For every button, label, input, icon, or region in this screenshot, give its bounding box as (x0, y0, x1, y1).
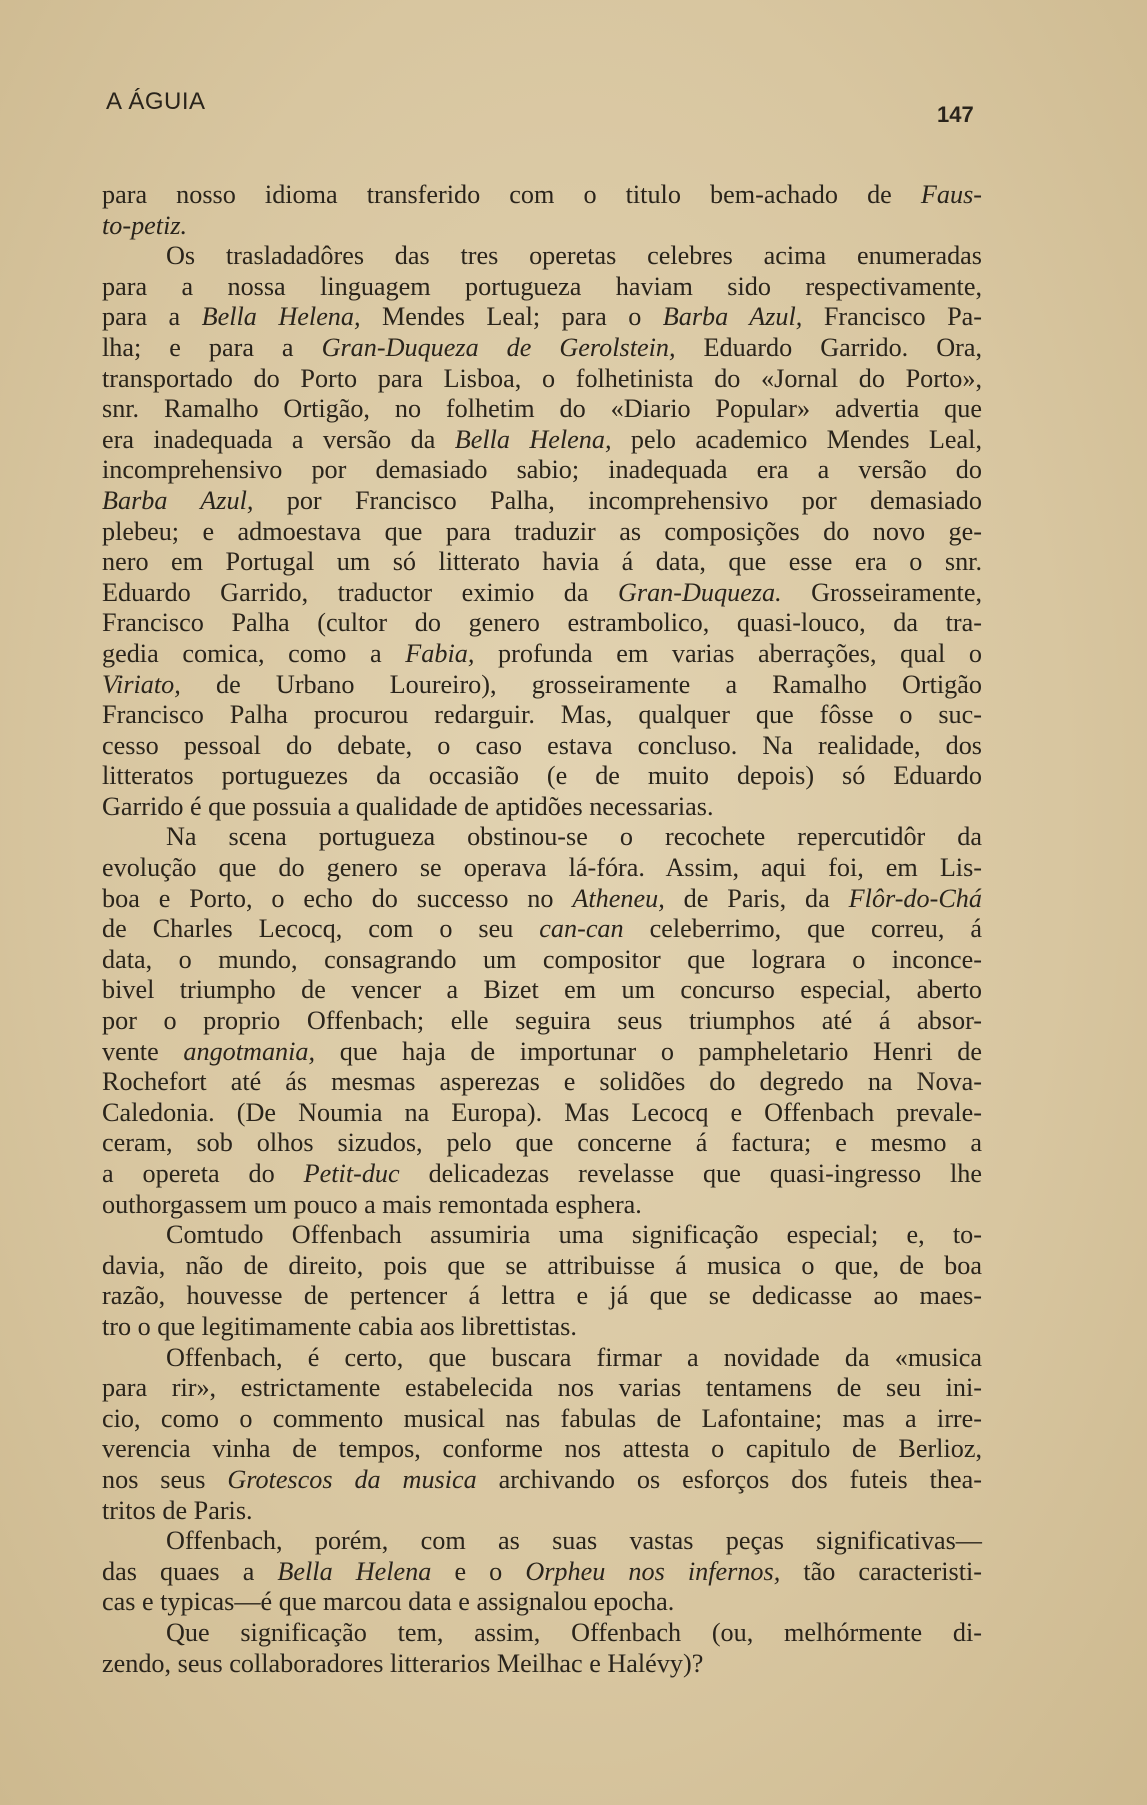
italic-title: Gran-Duqueza de Gerolstein, (321, 332, 676, 362)
text-line (102, 822, 982, 853)
italic-title: Atheneu, (572, 883, 665, 913)
text-run: Mendes Leal; para o (360, 302, 663, 332)
text-run: Offenbach, porém, com as suas vastas peças significativas— (166, 1526, 982, 1556)
paragraph (102, 1618, 982, 1679)
text-run: Francisco Palha procurou redarguir. Mas, qualquer que fôsse o suc- (102, 700, 982, 730)
italic-title: can-can (539, 914, 624, 944)
text-line (102, 364, 982, 395)
text-run: de Urbano Loureiro), grosseiramente a Ramalho Ortigão (180, 669, 982, 699)
text-line (102, 333, 982, 364)
text-line (102, 425, 982, 456)
text-line (102, 914, 982, 945)
text-run: nero em Portugal um só litterato havia á data, que esse era o snr. (102, 547, 982, 577)
text-line (102, 1496, 982, 1527)
text-run: evolução que do genero se operava lá-fóra. Assim, aqui foi, em Lis- (102, 853, 982, 883)
text-line (102, 1373, 982, 1404)
text-line (102, 1587, 982, 1618)
text-run: nos seus (102, 1464, 228, 1494)
italic-title: Barba Azul, (102, 485, 254, 515)
text-run: boa e Porto, o echo do successo no (102, 883, 573, 913)
text-run: a opereta do (102, 1159, 304, 1188)
text-line (102, 700, 982, 731)
italic-title: Bella Helena, (201, 302, 361, 332)
text-line (102, 1557, 982, 1588)
text-run: Na scena portugueza obstinou-se o recochete repercutidôr da (166, 822, 982, 852)
text-run: por Francisco Palha, incomprehensivo por demasiado (253, 485, 982, 515)
text-line (102, 670, 982, 701)
page-number: 147 (937, 102, 974, 127)
text-run: pelo academico Mendes Leal, (611, 424, 982, 454)
text-run: e o (431, 1556, 526, 1586)
italic-title: Viriato, (102, 669, 181, 699)
text-run: para a nossa linguagem portugueza haviam sido respectivamente, (102, 271, 982, 301)
text-line (102, 975, 982, 1006)
text-line (102, 1159, 982, 1190)
italic-title: Bella Helena, (454, 424, 612, 454)
text-run: gedia comica, como a (102, 638, 406, 668)
text-line (102, 180, 982, 211)
text-line (102, 1649, 982, 1680)
text-run: outhorgassem um pouco a mais remontada esphera. (102, 1189, 642, 1219)
text-line (102, 547, 982, 578)
text-line (102, 731, 982, 762)
text-run: verencia vinha de tempos, conforme nos attesta o capitulo de Berlioz, (102, 1434, 982, 1464)
text-line (102, 1098, 982, 1129)
text-run: davia, não de direito, pois que se attribuisse á musica o que, de boa (102, 1250, 982, 1280)
text-line (102, 853, 982, 884)
text-run: tro o que legitimamente cabia aos librettistas. (102, 1311, 577, 1341)
text-line (102, 1037, 982, 1068)
text-run: Garrido é que possuia a qualidade de aptidões necessarias. (102, 791, 714, 821)
running-head: A ÁGUIA (106, 88, 206, 115)
text-run: das quaes a (102, 1556, 278, 1586)
text-run: lha; e para a (102, 332, 322, 362)
text-line (102, 792, 982, 823)
text-run: Offenbach, é certo, que buscara firmar a novidade da «musica (166, 1342, 982, 1372)
text-run: era inadequada a versão da (102, 424, 455, 454)
text-run: para a (102, 302, 202, 332)
text-line (102, 1526, 982, 1557)
text-run: cas e typicas—é que marcou data e assignalou epocha. (102, 1587, 675, 1617)
text-run: incomprehensivo por demasiado sabio; inadequada era a versão do (102, 455, 982, 485)
text-run: Comtudo Offenbach assumiria uma significação especial; e, to- (166, 1220, 982, 1250)
italic-title: Flôr-do-Chá (848, 883, 982, 913)
italic-title: Bella Helena (277, 1556, 432, 1586)
italic-title: to-petiz. (102, 210, 188, 240)
text-run: razão, houvesse de pertencer á lettra e já que se dedicasse ao maes- (102, 1281, 982, 1311)
text-line (102, 241, 982, 272)
text-run: profunda em varias aberrações, qual o (474, 638, 983, 668)
text-line (102, 1618, 982, 1649)
text-line (102, 272, 982, 303)
text-run: zendo, seus collaboradores litterarios Meilhac e Halévy)? (102, 1648, 704, 1678)
text-run: de Paris, da (664, 883, 849, 913)
text-run: data, o mundo, consagrando um compositor que lograra o inconce- (102, 944, 982, 974)
text-run: snr. Ramalho Ortigão, no folhetim do «Diario Popular» advertia que (102, 394, 982, 424)
text-line (102, 1128, 982, 1159)
text-line (102, 578, 982, 609)
text-line (102, 486, 982, 517)
italic-title: Petit-duc (303, 1159, 400, 1188)
text-line (102, 517, 982, 548)
text-run: tão caracteristi- (780, 1556, 982, 1586)
text-line (102, 1434, 982, 1465)
text-run: para rir», estrictamente estabelecida nos varias tentamens de seu ini- (102, 1373, 982, 1403)
paragraph (102, 822, 982, 1220)
text-line (102, 302, 982, 333)
text-run: cesso pessoal do debate, o caso estava concluso. Na realidade, dos (102, 730, 982, 760)
text-run: de Charles Lecocq, com o seu (102, 914, 540, 944)
paragraph (102, 1220, 982, 1342)
text-run: cio, como o commento musical nas fabulas de Lafontaine; mas a irre- (102, 1403, 982, 1433)
text-run: transportado do Porto para Lisboa, o folhetinista do «Jornal do Porto», (102, 363, 982, 393)
italic-title: Orpheu nos infernos, (525, 1556, 781, 1586)
text-run: Grosseiramente, (781, 577, 983, 607)
text-run: Rochefort até ás mesmas asperezas e solidões do degredo na Nova- (102, 1067, 982, 1097)
text-line (102, 1404, 982, 1435)
paragraph (102, 241, 982, 822)
body-text (102, 180, 982, 1679)
text-run: que haja de importunar o pampheletario Henri de (315, 1036, 982, 1066)
text-line (102, 639, 982, 670)
paragraph (102, 180, 982, 241)
text-run: litteratos portuguezes da occasião (e de muito depois) só Eduardo (102, 761, 982, 791)
paragraph (102, 1526, 982, 1618)
text-run: Que significação tem, assim, Offenbach (ou, melhórmente di- (166, 1617, 982, 1647)
italic-title: Fabia, (405, 638, 475, 668)
text-line (102, 608, 982, 639)
text-line (102, 1281, 982, 1312)
text-line (102, 761, 982, 792)
text-line (102, 1190, 982, 1221)
paragraph (102, 1343, 982, 1527)
text-run: Os trasladadôres das tres operetas celebres acima enumeradas (166, 241, 982, 271)
text-run: Caledonia. (De Noumia na Europa). Mas Lecocq e Offenbach prevale- (102, 1097, 982, 1127)
text-run: Francisco Pa- (802, 302, 983, 332)
italic-title: Barba Azul, (662, 302, 803, 332)
text-line (102, 1465, 982, 1496)
italic-title: Gran-Duqueza. (617, 577, 782, 607)
text-line (102, 455, 982, 486)
text-line (102, 394, 982, 425)
text-run: Eduardo Garrido, traductor eximio da (102, 577, 618, 607)
italic-title: Faus- (920, 180, 982, 209)
text-line (102, 1006, 982, 1037)
text-run: plebeu; e admoestava que para traduzir as composições do novo ge- (102, 516, 982, 546)
text-line (102, 1312, 982, 1343)
text-line (102, 1220, 982, 1251)
text-line (102, 1343, 982, 1374)
text-line (102, 1251, 982, 1282)
text-run: bivel triumpho de vencer a Bizet em um concurso especial, aberto (102, 975, 982, 1005)
text-run: por o proprio Offenbach; elle seguira seus triumphos até á absor- (102, 1006, 982, 1036)
text-run: delicadezas revelasse que quasi-ingresso lhe (399, 1159, 982, 1188)
text-line (102, 945, 982, 976)
text-run: celeberrimo, que correu, á (623, 914, 982, 944)
text-line (102, 884, 982, 915)
text-run: Eduardo Garrido. Ora, (675, 332, 982, 362)
text-run: vente (102, 1036, 184, 1066)
text-run: archivando os esforços dos futeis thea- (476, 1464, 982, 1494)
italic-title: angotmania, (183, 1036, 316, 1066)
text-line (102, 1067, 982, 1098)
text-run: Francisco Palha (cultor do genero estrambolico, quasi-louco, da tra- (102, 608, 982, 638)
text-run: para nosso idioma transferido com o titulo bem-achado de (102, 180, 921, 209)
text-run: tritos de Paris. (102, 1495, 253, 1525)
text-line (102, 211, 982, 242)
italic-title: Grotescos da musica (227, 1464, 477, 1494)
text-run: ceram, sob olhos sizudos, pelo que concerne á factura; e mesmo a (102, 1128, 982, 1158)
